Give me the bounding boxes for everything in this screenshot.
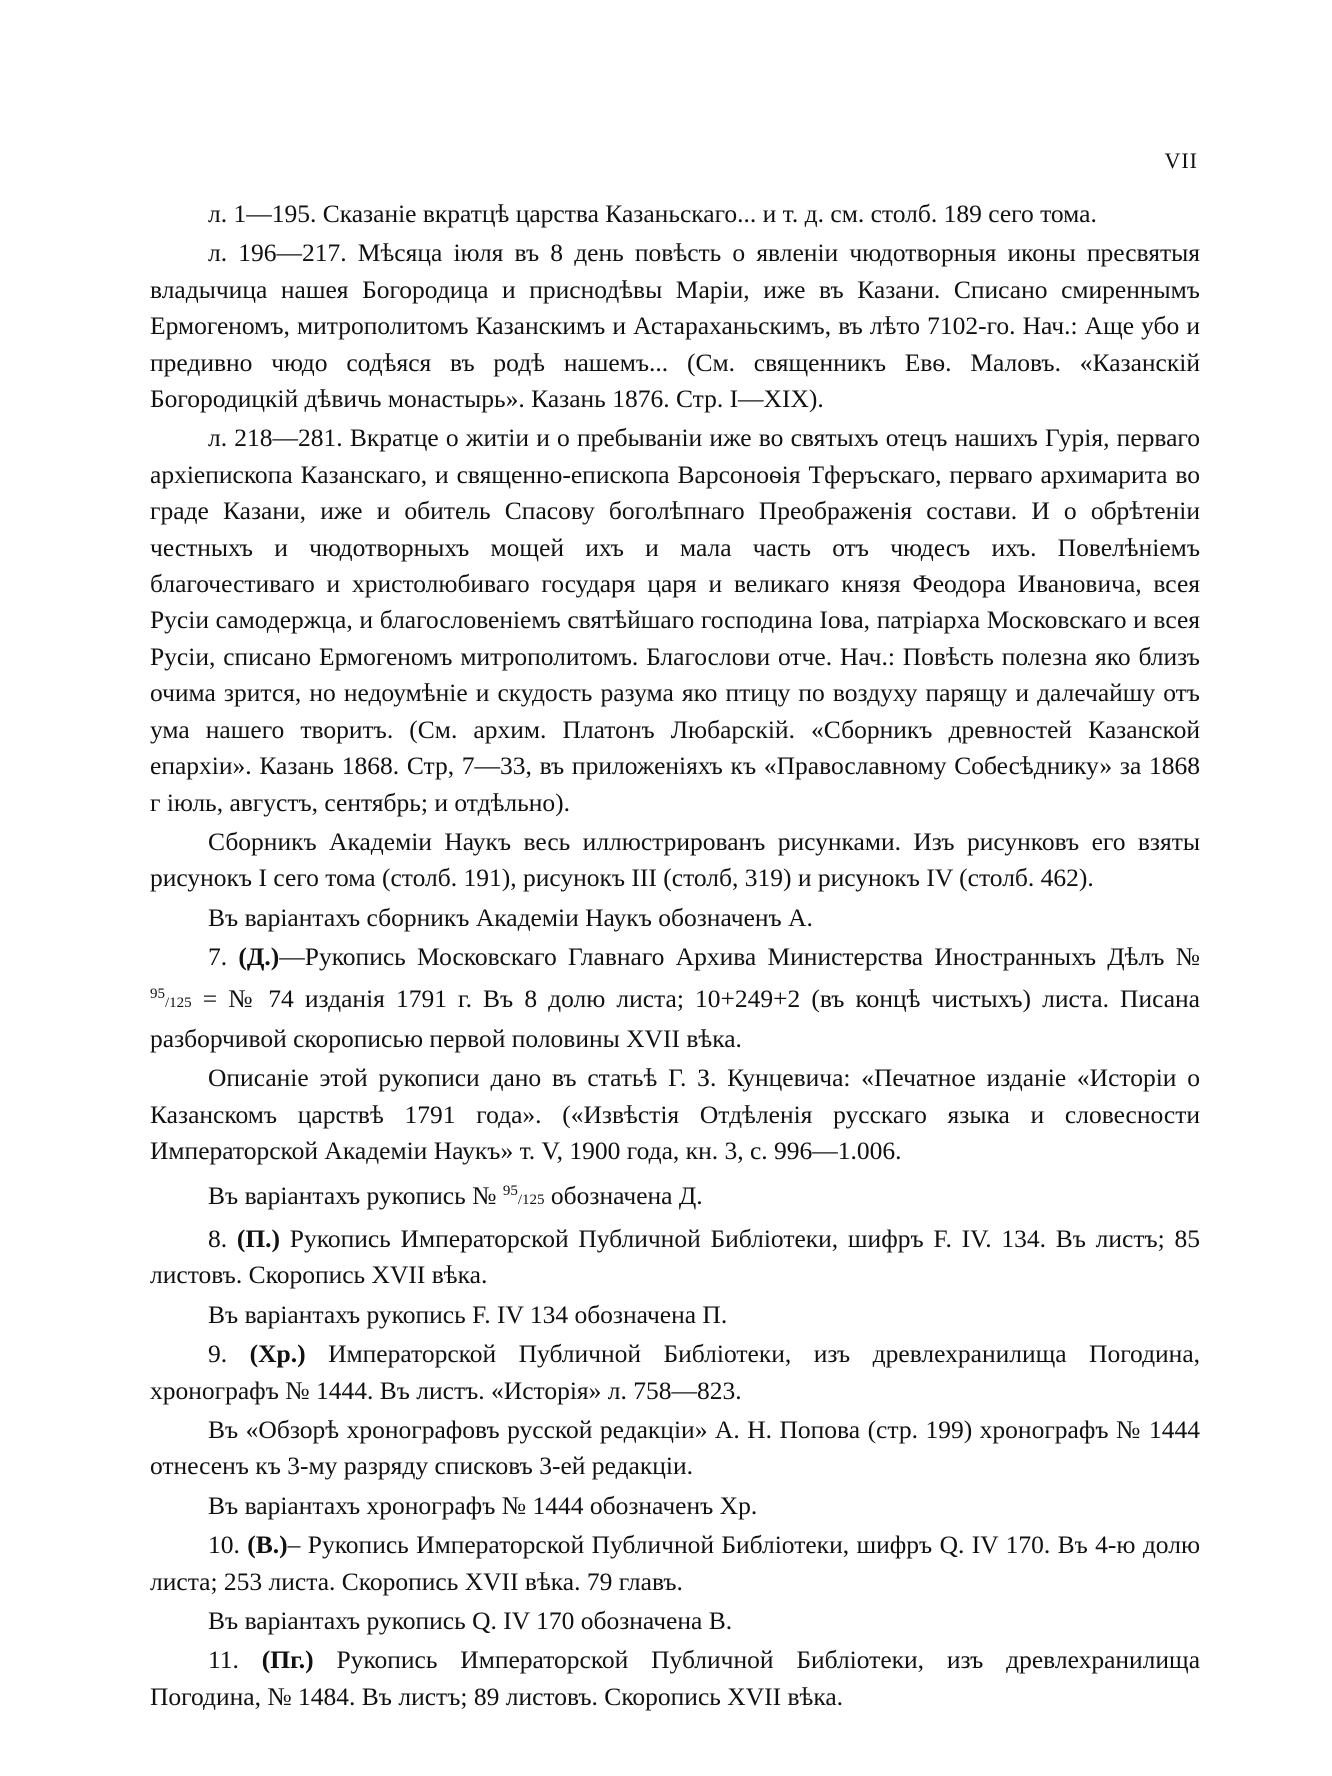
paragraph-folios-218-281 xyxy=(150,420,1200,820)
paragraph-text: Въ варіантахъ рукопись F. IV 134 обозначена П. xyxy=(208,1299,728,1329)
paragraph-text: Въ варіантахъ рукопись № xyxy=(208,1180,497,1210)
paragraph-variant-a xyxy=(150,900,1200,936)
entry-text: —Рукопись Московскаго Главнаго Архива Министерства Иностранныхъ Дѣлъ № xyxy=(279,942,1200,972)
entry-number: 11. xyxy=(208,1645,239,1675)
entry-sigla: (П.) xyxy=(236,1223,281,1253)
entry-sigla: (Пг.) xyxy=(261,1645,314,1675)
entry-number: 10. xyxy=(208,1530,240,1560)
paragraph-text: Въ варіантахъ сборникъ Академіи Наукъ обозначенъ А. xyxy=(208,902,813,932)
paragraph-variant-d xyxy=(150,1173,1200,1218)
entry-text: Рукопись Императорской Публичной Библіотеки, изъ древлехранилища Погодина, № 1484. Въ листъ; 89 листовъ. Скоропись XVII вѣка. xyxy=(150,1645,1201,1711)
paragraph-kuntsevich-description xyxy=(150,1060,1200,1169)
paragraph-popov-review xyxy=(150,1412,1200,1485)
paragraph-illustrations xyxy=(150,824,1200,897)
entry-sigla: (В.) xyxy=(247,1530,288,1560)
entry-number: 8. xyxy=(208,1223,228,1253)
page-number: VII xyxy=(1164,148,1198,173)
entry-8-manuscript-p xyxy=(150,1221,1200,1294)
entry-number: 7. xyxy=(208,942,228,972)
entry-9-chronograph-khr xyxy=(150,1336,1200,1409)
entry-11-manuscript-pg xyxy=(150,1642,1200,1715)
paragraph-text: Сборникъ Академіи Наукъ весь иллюстрированъ рисунками. Изъ рисунковъ его взяты рисунокъ I сего тома (столб. 191), рисунокъ III (столб, 319) и рисунокъ IV (столб. 462). xyxy=(150,826,1200,893)
entry-10-manuscript-v xyxy=(150,1527,1200,1600)
paragraph-variant-p xyxy=(150,1297,1200,1333)
entry-text: Императорской Публичной Библіотеки, изъ древлехранилища Погодина, хронографъ № 1444. Въ листъ. «Исторія» л. 758—823. xyxy=(150,1339,1201,1405)
paragraph-text: л. 1—195. Сказаніе вкратцѣ царства Казаньскаго... и т. д. см. столб. 189 сего тома. xyxy=(208,199,1097,228)
entry-text: – Рукопись Императорской Публичной Библіотеки, шифръ Q. IV 170. Въ 4-ю долю листа; 253 листа. Скоропись XVII вѣка. 79 главъ. xyxy=(150,1530,1200,1596)
paragraph-text: Въ варіантахъ хронографъ № 1444 обозначенъ Хр. xyxy=(208,1490,758,1520)
fraction-numerator: 95 xyxy=(502,1182,518,1199)
entry-sigla: (Д.) xyxy=(238,942,280,972)
paragraph-text: л. 196—217. Мѣсяца іюля въ 8 день повѣсть о явленіи чюдотворныя иконы пресвятыя владычица нашея Богородица и приснодѣвы Маріи, иже въ Казани. Списано смиреннымъ Ермогеномъ, митрополитомъ Казанскимъ и Астараханьскимъ, въ лѣто 7102-го. Нач.: Аще убо и предивно чюдо содѣяся въ родѣ нашемъ... (См. священникъ Евѳ. Маловъ. «Казанскій Богородицкій дѣвичь монастырь». Казань 1876. Стр. I—XIX). xyxy=(150,238,1200,414)
fraction-numerator: 95 xyxy=(150,985,165,1002)
paragraph-text: Описаніе этой рукописи дано въ статьѣ Г. З. Кунцевича: «Печатное изданіе «Исторіи о Казанскомъ царствѣ 1791 года». («Извѣстія Отдѣленія русскаго языка и словесности Императорской Академіи Наукъ» т. V, 1900 года, кн. 3, с. 996—1.006. xyxy=(150,1063,1200,1166)
fraction-denominator: /125 xyxy=(517,1191,545,1208)
entry-text: Рукопись Императорской Публичной Библіотеки, шифръ F. IV. 134. Въ листъ; 85 листовъ. Скоропись XVII вѣка. xyxy=(150,1223,1200,1290)
paragraph-text: Въ «Обзорѣ хронографовъ русской редакціи» А. Н. Попова (стр. 199) хронографъ № 1444 отнесенъ къ 3-му разряду списковъ 3-ей редакціи. xyxy=(150,1415,1200,1481)
entry-number: 9. xyxy=(208,1339,228,1369)
paragraph-text: Въ варіантахъ рукопись Q. IV 170 обозначена В. xyxy=(208,1606,733,1636)
paragraph-variant-khr xyxy=(150,1488,1200,1524)
entry-sigla: (Хр.) xyxy=(249,1339,306,1369)
paragraph-folios-1-195 xyxy=(150,196,1200,232)
fraction-denominator: /125 xyxy=(165,994,192,1011)
paragraph-text: л. 218—281. Вкратце о житіи и о пребываніи иже во святыхъ отецъ нашихъ Гурія, перваго архіепископа Казанскаго, и священно-епископа Варсоноѳія Тферъскаго, перваго архимарита во граде Казани, иже и обитель Спасову боголѣпнаго Преображенія состави. И о обрѣтеніи честныхъ и чюдотворныхъ мощей ихъ и мала часть отъ чюдесъ ихъ. Повелѣніемъ благочестиваго и христолюбиваго государя царя и великаго князя Феодора Ивановича, всея Русіи самодержца, и благословеніемъ святѣйшаго господина Іова, патріарха Московскаго и всея Русіи, списано Ермогеномъ митрополитомъ. Благослови отче. Нач.: Повѣсть полезна яко близъ очима зрится, но недоумѣніе и скудость разума яко птицу по воздуху парящу и далечайшу отъ ума нашего творитъ. (См. архим. Платонъ Любарскій. «Сборникъ древностей Казанской епархіи». Казань 1868. Стр, 7—33, въ приложеніяхъ къ «Православному Собесѣднику» за 1868 г іюль, августъ, сентябрь; и отдѣльно). xyxy=(150,423,1200,817)
page-body xyxy=(150,196,1200,1718)
entry-7-manuscript-d xyxy=(150,939,1200,1057)
entry-text-continued: = № 74 изданія 1791 г. Въ 8 долю листа; 10+249+2 (въ концѣ чистыхъ) листа. Писана разборчивой скорописью первой половины XVII вѣка. xyxy=(150,983,1201,1053)
paragraph-variant-v xyxy=(150,1603,1200,1639)
paragraph-folios-196-217 xyxy=(150,235,1200,417)
paragraph-text-continued: обозначена Д. xyxy=(550,1180,703,1210)
